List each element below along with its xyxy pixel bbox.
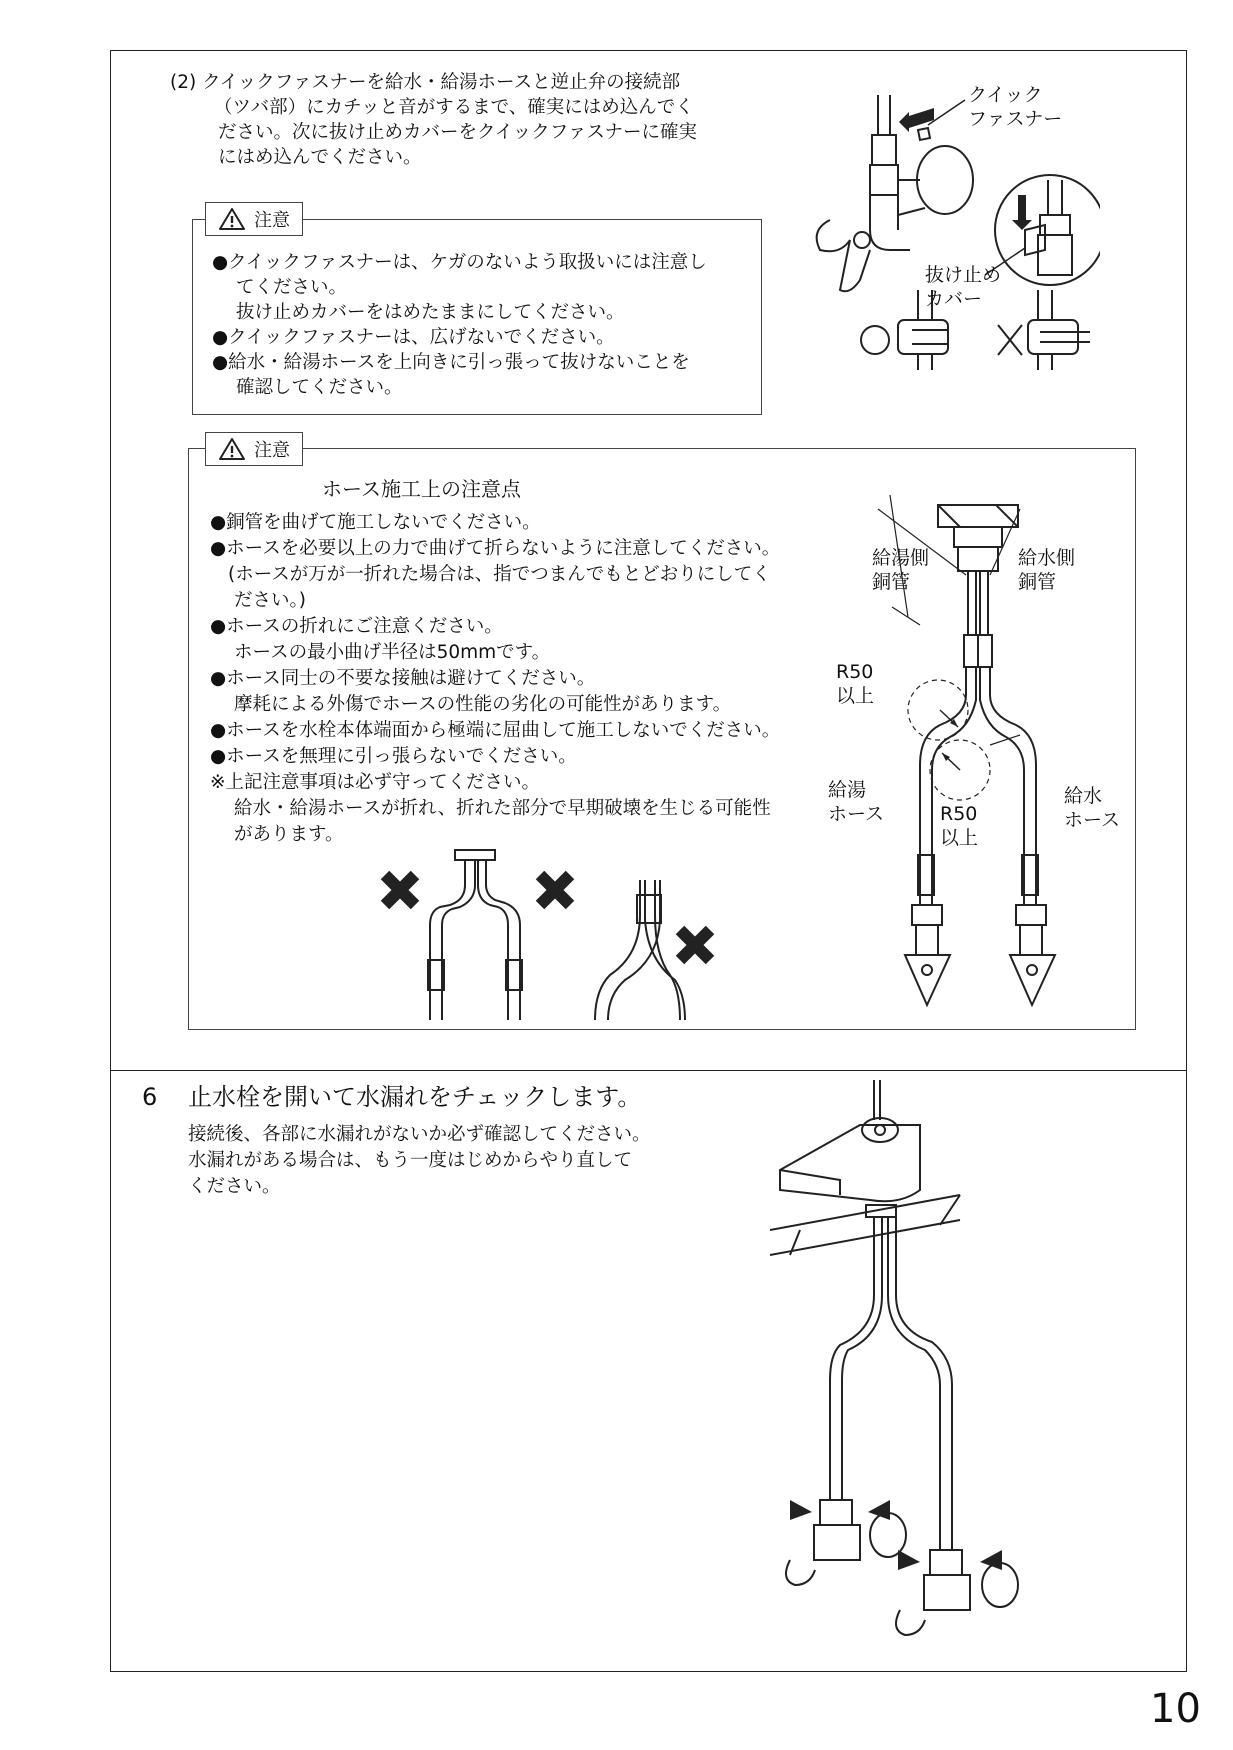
caution2-line: (ホースが万が一折れた場合は、指でつまんでもとどおりにしてく: [228, 564, 771, 585]
quick-fastener-figure: [800, 80, 1100, 420]
step2-line: (2) クイックファスナーを給水・給湯ホースと逆止弁の接続部: [170, 72, 681, 93]
caution1-line: 抜け止めカバーをはめたままにしてください。: [236, 302, 625, 323]
label-quick-fastener: ファスナー: [968, 108, 1063, 130]
caution2-line: ●ホースを無理に引っ張らないでください。: [210, 746, 577, 767]
caution2-line: ●ホース同士の不要な接触は避けてください。: [210, 668, 596, 689]
label-cover: カバー: [925, 288, 983, 310]
caution2-line: があります。: [234, 824, 344, 845]
caution1-line: 確認してください。: [236, 377, 403, 398]
caution-tab-2: [205, 432, 303, 466]
caution-label: 注意: [254, 210, 290, 231]
caution2-line: ホースの最小曲げ半径は50mmです。: [234, 642, 551, 663]
label-cover: 抜け止め: [925, 264, 1002, 286]
caution2-line: 摩耗による外傷でホースの性能の劣化の可能性があります。: [234, 694, 732, 715]
page-number: 10: [1150, 1686, 1201, 1732]
label-cold-pipe: 銅管: [1018, 571, 1057, 593]
step6-line: 水漏れがある場合は、もう一度はじめからやり直して: [188, 1150, 633, 1171]
label-hot-hose: 給湯: [828, 779, 867, 801]
caution1-line: ●クイックファスナーは、ケガのないよう取扱いには注意し: [212, 252, 707, 273]
caution2-line: ●ホースを水栓本体端面から極端に屈曲して施工しないでください。: [210, 720, 781, 741]
caution2-line: ●ホースを必要以上の力で曲げて折らないように注意してください。: [210, 538, 781, 559]
caution2-line: ださい。): [234, 590, 306, 611]
caution-label: 注意: [254, 440, 290, 461]
label-hot-hose: ホース: [828, 803, 885, 825]
bad-bending-figure: [380, 845, 720, 1025]
caution1-line: てください。: [236, 277, 348, 298]
faucet-install-figure: [770, 1080, 1050, 1660]
caution1-line: ●クイックファスナーは、広げないでください。: [212, 327, 615, 348]
step6-line: 接続後、各部に水漏れがないか必ず確認してください。: [188, 1124, 651, 1145]
warning-icon: [218, 437, 246, 461]
step2-line: にはめ込んでください。: [218, 147, 422, 168]
label-r50-top: 以上: [836, 685, 875, 707]
caution1-line: ●給水・給湯ホースを上向きに引っ張って抜けないことを: [212, 352, 690, 373]
warning-icon: [218, 207, 246, 231]
label-hot-pipe: 銅管: [872, 571, 911, 593]
label-r50-bottom: 以上: [940, 827, 979, 849]
caution2-line: 給水・給湯ホースが折れ、折れた部分で早期破壊を生じる可能性: [234, 798, 771, 819]
label-r50-top: R50: [836, 661, 874, 683]
caution2-line: ●ホースの折れにご注意ください。: [210, 616, 503, 637]
label-cold-hose: ホース: [1064, 809, 1121, 831]
step6-number: 6: [142, 1083, 158, 1111]
caution-tab-1: [205, 202, 303, 236]
section-divider: [110, 1070, 1187, 1071]
label-r50-bottom: R50: [940, 803, 978, 825]
label-cold-pipe: 給水側: [1018, 547, 1076, 569]
caution2-heading: ホース施工上の注意点: [322, 477, 521, 501]
label-cold-hose: 給水: [1064, 785, 1103, 807]
step2-line: ださい。次に抜け止めカバーをクイックファスナーに確実: [218, 122, 697, 143]
label-quick-fastener: クイック: [968, 84, 1043, 106]
label-hot-pipe: 給湯側: [872, 547, 930, 569]
step2-line: （ツバ部）にカチッと音がするまで、確実にはめ込んでく: [214, 97, 694, 118]
caution2-line: ※上記注意事項は必ず守ってください。: [210, 772, 541, 793]
step6-title: 止水栓を開いて水漏れをチェックします。: [188, 1083, 642, 1111]
caution2-line: ●銅管を曲げて施工しないでください。: [210, 512, 541, 533]
step6-line: ください。: [188, 1176, 281, 1197]
